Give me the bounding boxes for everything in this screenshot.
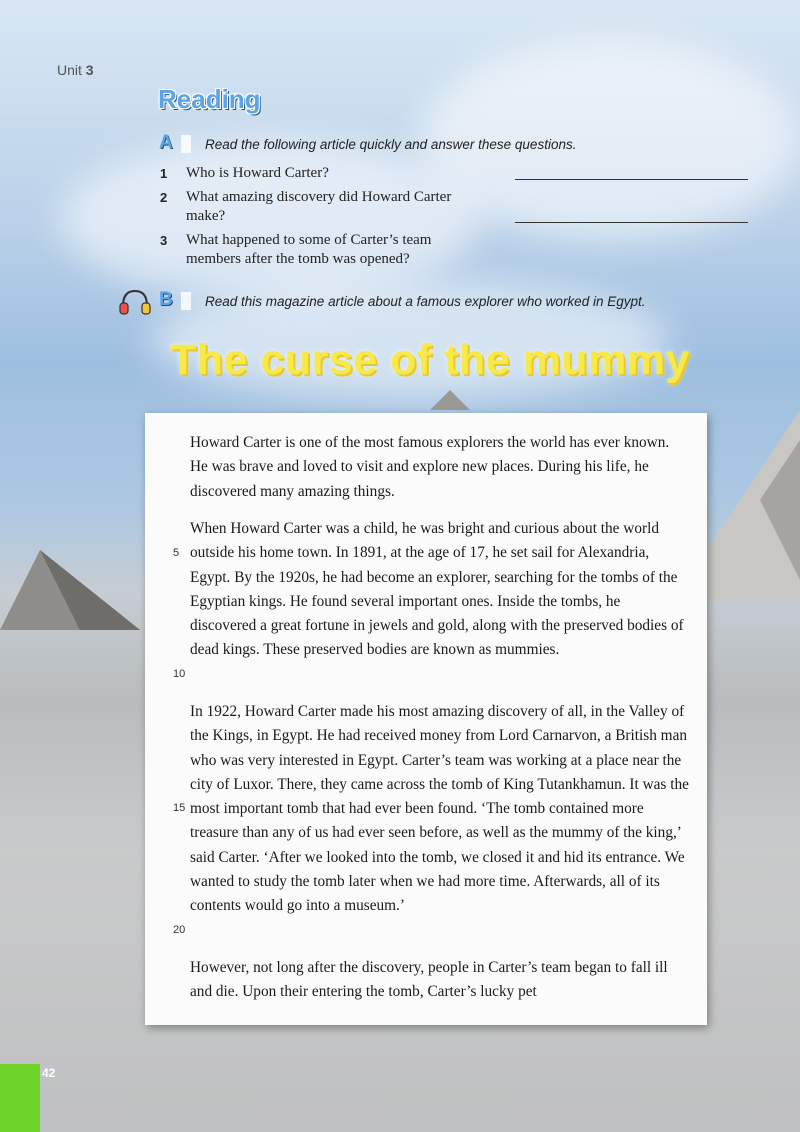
question-number: 1: [160, 166, 168, 181]
article-paragraph: When Howard Carter was a child, he was bright and curious about the world outside his home town. In 1891, at the age of 17, he set sail for Alexandria, Egypt. By the 1920s, he had become an explorer, searching for the tombs of the Egyptian kings. He found several important ones. Inside the tombs, he discovered a great fortune in jewels and gold, along with the preserved bodies of dead kings. These preserved bodies are known as mummies.: [190, 520, 684, 659]
line-number: 5: [173, 547, 180, 559]
headphones-icon: [118, 286, 152, 316]
line-number: 10: [173, 668, 186, 680]
article-paragraph: However, not long after the discovery, people in Carter’s team began to fall ill and die. Upon their entering the tomb, Carter’s lucky pet: [190, 959, 668, 1001]
section-title: Reading: [158, 84, 261, 114]
part-b-instruction: Read this magazine article about a famous explorer who worked in Egypt.: [205, 294, 646, 309]
line-number: 15: [173, 802, 186, 814]
answer-line[interactable]: [515, 222, 748, 223]
part-b-badge: B: [159, 290, 181, 310]
article-paragraph: Howard Carter is one of the most famous explorers the world has ever known. He was brave and loved to visit and explore new places. During his life, he discovered many amazing things.: [190, 434, 670, 500]
question-text: What happened to some of Carter’s team members after the tomb was opened?: [186, 232, 432, 267]
question-number: 3: [160, 233, 168, 248]
page-number: 42: [42, 1066, 56, 1080]
question-text: What amazing discovery did Howard Carter make?: [186, 189, 452, 224]
part-a-badge: A: [159, 133, 181, 153]
question-number: 2: [160, 190, 168, 205]
answer-line[interactable]: [515, 179, 748, 180]
article-paragraph: In 1922, Howard Carter made his most amazing discovery of all, in the Valley of the Kings, in Egypt. He had received money from Lord Carnarvon, a British man who was very interested in Egypt. Carter’s team was working at a place near the city of Luxor. There, they came across the tomb of King Tutankhamun. It was the most important tomb that had ever been found. ‘The tomb contained more treasure than any of us had ever seen before, as well as the mummy of the king,’ said Carter. ‘After we looked into the tomb, we closed it and hid its entrance. We wanted to study the tomb later when we had more time. Afterwards, all of its contents would go into a museum.’: [190, 703, 689, 915]
line-number: 20: [173, 924, 186, 936]
page-corner-bar: [0, 1064, 40, 1132]
article-title: The curse of the mummy: [170, 336, 690, 384]
unit-label: Unit 3: [57, 62, 94, 78]
question-text: Who is Howard Carter?: [186, 165, 329, 181]
part-a-instruction: Read the following article quickly and answer these questions.: [205, 137, 577, 152]
